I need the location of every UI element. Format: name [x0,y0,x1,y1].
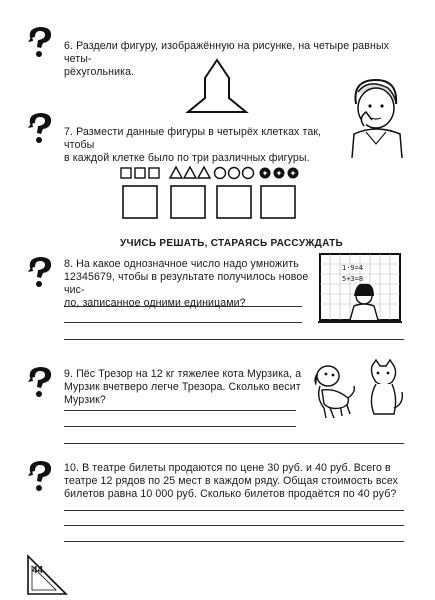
girl-at-blackboard-illustration [318,252,402,330]
blackboard-line-1: 1·9=4 [342,264,364,272]
answer-line [64,443,404,444]
answer-line [64,541,404,542]
dog-and-cat-illustration [306,358,406,422]
svg-text:✦: ✦ [289,169,297,178]
task-10-text: 10. В театре билеты продаются по цене 30 руб. и 40 руб. Всего в театре 12 рядов по 25 мест в каждом ряду. Общая стоимость всех билетов равна 10 000 руб. Сколько билетов продаётся по 40 руб? [64,462,399,500]
task-6-text: 6. Раздели фигуру, изображённую на рисунке, на четыре равных четы- рёхугольника. [64,40,390,78]
question-head-icon [26,24,56,60]
answer-line [64,306,302,307]
question-head-icon [26,364,56,400]
answer-line [64,339,404,340]
section-title: УЧИСЬ РЕШАТЬ, СТАРАЯСЬ РАССУЖДАТЬ [120,238,344,249]
answer-line [64,510,404,511]
task-9-text: 9. Пёс Трезор на 12 кг тяжелее кота Мурзика, а Мурзик вчетверо легче Трезора. Сколько весит Мурзик? [64,368,302,406]
question-head-icon [26,110,56,146]
answer-line [64,410,296,411]
thinking-boy-illustration [338,74,416,160]
svg-text:✦: ✦ [275,169,283,178]
question-head-icon [26,458,56,494]
answer-line [64,322,302,323]
question-head-icon [26,254,56,290]
pentagon-arrow-figure [174,58,260,116]
svg-text:✦: ✦ [261,169,269,178]
answer-line [64,426,296,427]
shapes-to-place [115,156,300,222]
page-number: 44 [32,565,44,576]
task-7-text: 7. Размести данные фигуры в четырёх клетках так, чтобы в каждой клетке было по три различных фигуры. [64,126,322,164]
blackboard-line-2: 5+3=8 [342,275,364,283]
task-8-text: 8. На какое однозначное число надо умножить 12345679, чтобы в результате получилось новое чис- ло, записанное одними единицами? [64,258,309,309]
answer-line [64,525,404,526]
